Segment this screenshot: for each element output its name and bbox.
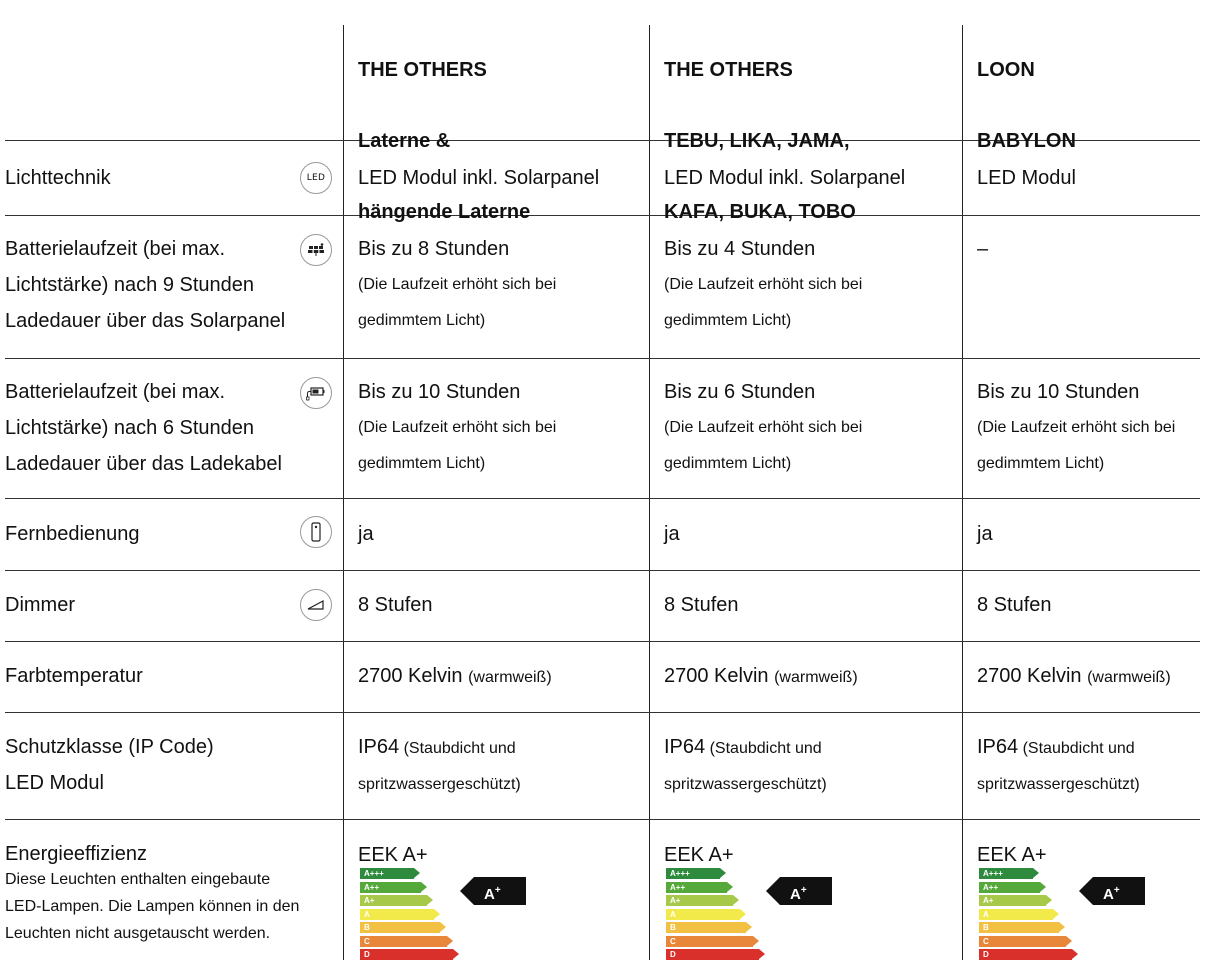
table-cell: LED Modul inkl. Solarpanel <box>358 167 600 189</box>
energy-note: Diese Leuchten enthalten eingebaute LED-Lampen. Die Lampen können in den Leuchten nicht ausgetauscht werden. <box>5 871 300 942</box>
ip-code: IP64 <box>664 736 706 758</box>
ip-note: spritzwassergeschützt) <box>977 776 1140 793</box>
energy-rating-arrow: A+ <box>780 877 832 905</box>
table-cell: LED Modul inkl. Solarpanel <box>664 167 906 189</box>
column-header <box>358 17 530 266</box>
table-cell <box>664 231 862 339</box>
row-divider <box>5 498 1200 499</box>
runtime-note: (Die Laufzeit erhöht sich bei gedimmtem Licht) <box>358 276 557 329</box>
table-cell: ja <box>664 523 680 545</box>
row-label-energieeffizienz <box>5 842 299 947</box>
energy-band: A++ <box>979 882 1040 893</box>
table-cell <box>358 374 556 482</box>
table-cell: 8 Stufen <box>358 594 433 616</box>
battery-runtime: – <box>977 238 989 260</box>
energy-band: B <box>979 922 1059 933</box>
table-cell <box>977 658 1171 696</box>
ip-note: spritzwassergeschützt) <box>664 776 827 793</box>
energy-band: B <box>666 922 746 933</box>
ip-note: (Staubdicht und <box>1018 740 1135 757</box>
table-cell <box>664 374 862 482</box>
row-divider <box>5 570 1200 571</box>
row-label-battery-solar: Batterielaufzeit (bei max. Lichtstärke) nach 9 Stunden Ladedauer über das Solarpanel <box>5 238 286 332</box>
energy-band: A+ <box>666 895 733 906</box>
energy-band: A+ <box>360 895 427 906</box>
charging-cable-icon <box>300 377 332 409</box>
led-icon: LED <box>300 162 332 194</box>
color-temperature: 2700 Kelvin <box>358 665 463 687</box>
column-header-line: BABYLON <box>977 129 1076 152</box>
runtime-note: (Die Laufzeit erhöht sich bei gedimmtem Licht) <box>358 419 557 472</box>
color-temperature-note: (warmweiß) <box>468 669 552 686</box>
battery-runtime: Bis zu 10 Stunden <box>358 381 521 403</box>
dimmer-icon <box>300 589 332 621</box>
energy-band: A+++ <box>979 868 1033 879</box>
energy-band: D <box>360 949 453 960</box>
row-divider <box>5 215 1200 216</box>
solar-panel-icon <box>300 234 332 266</box>
energy-band: A <box>666 909 740 920</box>
color-temperature-note: (warmweiß) <box>1087 669 1171 686</box>
table-cell <box>664 729 827 803</box>
table-cell <box>358 729 521 803</box>
energy-band: D <box>979 949 1072 960</box>
table-cell: LED Modul <box>977 167 1076 189</box>
energy-band: C <box>360 936 447 947</box>
energy-band: A++ <box>360 882 421 893</box>
row-label-farbtemperatur: Farbtemperatur <box>5 665 143 687</box>
column-header-line: THE OTHERS <box>358 58 487 81</box>
ip-code: IP64 <box>358 736 400 758</box>
energy-efficiency-label <box>358 844 538 959</box>
energy-band: C <box>666 936 753 947</box>
ip-note: spritzwassergeschützt) <box>358 776 521 793</box>
runtime-note: (Die Laufzeit erhöht sich bei gedimmtem Licht) <box>664 419 863 472</box>
energy-label-title: Energieeffizienz <box>5 843 147 865</box>
table-cell <box>664 658 858 696</box>
ip-code: IP64 <box>977 736 1019 758</box>
row-label-lichttechnik: Lichttechnik <box>5 167 111 189</box>
runtime-note: (Die Laufzeit erhöht sich bei gedimmtem Licht) <box>664 276 863 329</box>
energy-band: D <box>666 949 759 960</box>
row-label-schutzklasse: Schutzklasse (IP Code) LED Modul <box>5 736 214 794</box>
table-cell: ja <box>977 523 993 545</box>
energy-rating-arrow: A+ <box>1093 877 1145 905</box>
row-label-dimmer: Dimmer <box>5 594 75 616</box>
eek-class: EEK A+ <box>358 844 428 866</box>
energy-band: A+++ <box>360 868 414 879</box>
row-divider <box>5 358 1200 359</box>
column-header-line: TEBU, LIKA, JAMA, <box>664 129 850 152</box>
energy-efficiency-label <box>977 844 1157 959</box>
column-header-line: LOON <box>977 58 1035 81</box>
table-cell: 8 Stufen <box>977 594 1052 616</box>
energy-band: A <box>979 909 1053 920</box>
table-cell: ja <box>358 523 374 545</box>
row-divider <box>5 712 1200 713</box>
column-header-line: KAFA, BUKA, TOBO <box>664 200 856 223</box>
color-temperature: 2700 Kelvin <box>664 665 769 687</box>
row-label-fernbedienung: Fernbedienung <box>5 523 140 545</box>
eek-class: EEK A+ <box>664 844 734 866</box>
table-cell <box>977 231 988 267</box>
row-divider <box>5 641 1200 642</box>
energy-band: A+ <box>979 895 1046 906</box>
column-header-line: hängende Laterne <box>358 200 531 223</box>
column-header-line: Laterne & <box>358 129 451 152</box>
row-divider <box>5 819 1200 820</box>
battery-runtime: Bis zu 10 Stunden <box>977 381 1140 403</box>
energy-efficiency-label <box>664 844 844 959</box>
table-cell <box>358 231 556 339</box>
color-temperature-note: (warmweiß) <box>774 669 858 686</box>
battery-runtime: Bis zu 8 Stunden <box>358 238 510 260</box>
table-cell <box>977 729 1140 803</box>
energy-band: C <box>979 936 1066 947</box>
energy-band: A++ <box>666 882 727 893</box>
battery-runtime: Bis zu 6 Stunden <box>664 381 816 403</box>
energy-rating-arrow: A+ <box>474 877 526 905</box>
column-header <box>664 17 856 266</box>
color-temperature: 2700 Kelvin <box>977 665 1082 687</box>
energy-band: A+++ <box>666 868 720 879</box>
runtime-note: (Die Laufzeit erhöht sich bei gedimmtem Licht) <box>977 419 1176 472</box>
row-label-battery-cable: Batterielaufzeit (bei max. Lichtstärke) nach 6 Stunden Ladedauer über das Ladekabel <box>5 381 282 475</box>
table-cell <box>358 658 552 696</box>
table-cell: 8 Stufen <box>664 594 739 616</box>
table-cell <box>977 374 1175 482</box>
energy-band: B <box>360 922 440 933</box>
eek-class: EEK A+ <box>977 844 1047 866</box>
remote-control-icon <box>300 516 332 548</box>
energy-band: A <box>360 909 434 920</box>
ip-note: (Staubdicht und <box>705 740 822 757</box>
battery-runtime: Bis zu 4 Stunden <box>664 238 816 260</box>
column-header-line: THE OTHERS <box>664 58 793 81</box>
ip-note: (Staubdicht und <box>399 740 516 757</box>
